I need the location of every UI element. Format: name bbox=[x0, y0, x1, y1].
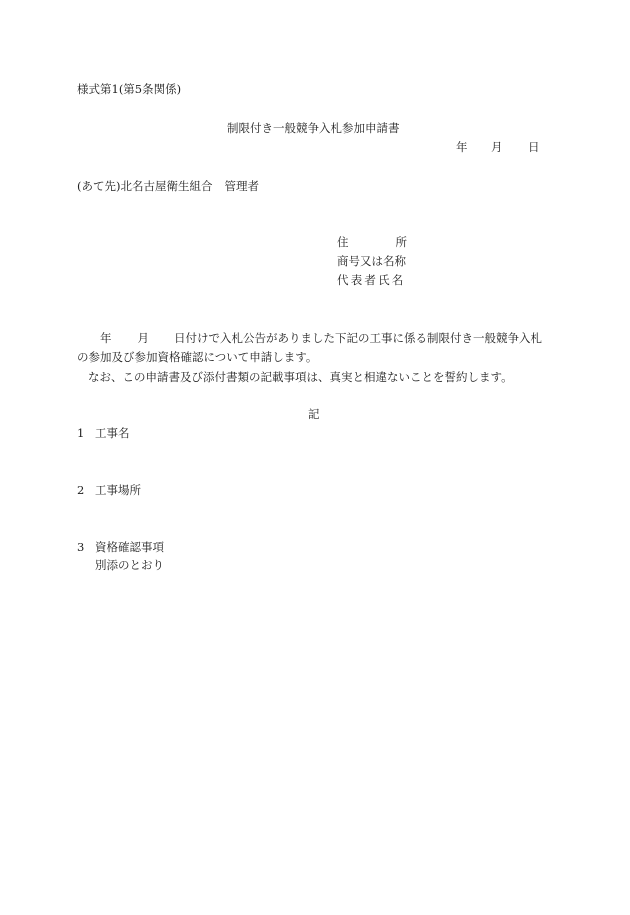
item-1-label: 工事名 bbox=[95, 426, 130, 440]
body-year: 年 bbox=[100, 331, 112, 345]
addressee bbox=[77, 179, 259, 193]
body-line-1-text: 日付けで入札公告がありました下記の工事に係る制限付き一般競争入札 bbox=[174, 331, 542, 345]
date-year-label: 年 bbox=[456, 140, 468, 154]
addressee-role: 管理者 bbox=[224, 179, 259, 193]
document-title: 制限付き一般競争入札参加申請書 bbox=[227, 121, 400, 135]
addressee-prefix: (あて先)北名古屋衛生組合 bbox=[77, 179, 213, 193]
applicant-company-label: 商号又は名称 bbox=[337, 254, 406, 268]
item-3-detail: 別添のとおり bbox=[95, 558, 164, 572]
date-day-label: 日 bbox=[528, 140, 540, 154]
ki-heading: 記 bbox=[308, 407, 320, 421]
address-label-char-2: 所 bbox=[395, 235, 407, 249]
item-2-number: 2 bbox=[77, 483, 85, 497]
body-line-2: の参加及び参加資格確認について申請します。 bbox=[77, 350, 318, 364]
item-2-label: 工事場所 bbox=[95, 483, 141, 497]
body-line-3: なお、この申請書及び添付書類の記載事項は、真実と相違ないことを誓約します。 bbox=[88, 370, 513, 384]
applicant-address-label bbox=[337, 235, 407, 249]
item-3-number: 3 bbox=[77, 540, 85, 554]
body-month: 月 bbox=[137, 331, 149, 345]
item-3-label: 資格確認事項 bbox=[95, 540, 164, 554]
address-label-char-1: 住 bbox=[337, 235, 349, 249]
date-month-label: 月 bbox=[491, 140, 503, 154]
form-number: 様式第1(第5条関係) bbox=[77, 82, 182, 96]
body-line-1 bbox=[100, 331, 542, 345]
applicant-representative-label: 代表者氏名 bbox=[337, 273, 406, 287]
item-1-number: 1 bbox=[77, 426, 85, 440]
